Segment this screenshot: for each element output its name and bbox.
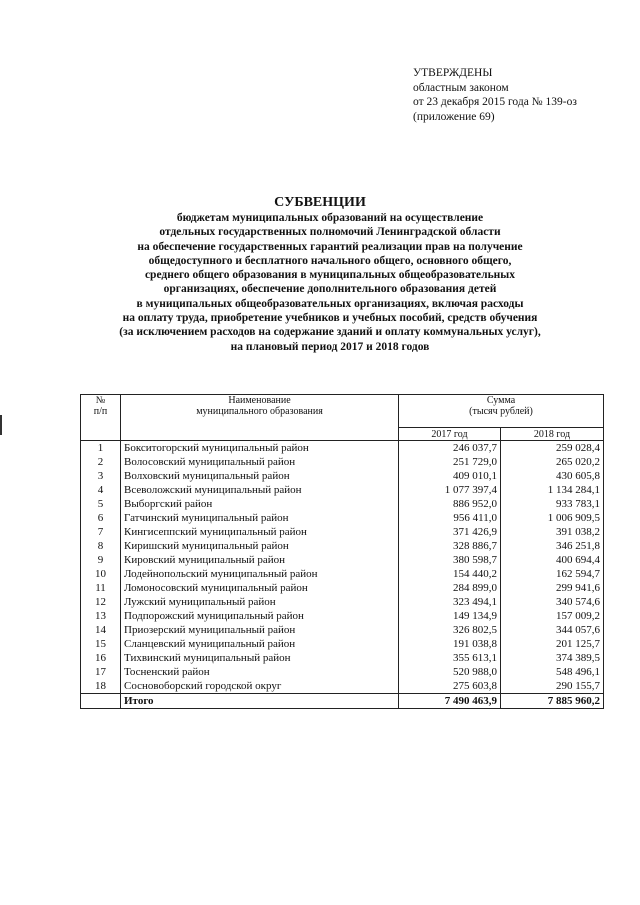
- row-municipality: Кингисеппский муниципальный район: [121, 525, 399, 539]
- row-amount-2017: 380 598,7: [399, 553, 501, 567]
- header-year-2017: 2017 год: [399, 428, 501, 441]
- row-municipality: Ломоносовский муниципальный район: [121, 581, 399, 595]
- row-amount-2018: 400 694,4: [501, 553, 604, 567]
- total-2018: 7 885 960,2: [501, 694, 604, 709]
- row-number: 17: [81, 665, 121, 679]
- header-name: [121, 395, 399, 441]
- table-row: [81, 651, 604, 665]
- header-sum-line1: Сумма: [486, 395, 516, 406]
- row-number: 9: [81, 553, 121, 567]
- row-municipality: Выборгский район: [121, 497, 399, 511]
- row-amount-2017: 275 603,8: [399, 679, 501, 694]
- row-amount-2018: 340 574,6: [501, 595, 604, 609]
- row-number: 3: [81, 469, 121, 483]
- header-number-line1: №: [95, 395, 106, 406]
- row-number: 16: [81, 651, 121, 665]
- row-municipality: Всеволожский муниципальный район: [121, 483, 399, 497]
- row-municipality: Волосовский муниципальный район: [121, 455, 399, 469]
- table-row: [81, 637, 604, 651]
- row-municipality: Тихвинский муниципальный район: [121, 651, 399, 665]
- total-2017: 7 490 463,9: [399, 694, 501, 709]
- table-row: [81, 567, 604, 581]
- table-row: [81, 511, 604, 525]
- row-number: 7: [81, 525, 121, 539]
- row-number: 15: [81, 637, 121, 651]
- row-amount-2018: 201 125,7: [501, 637, 604, 651]
- row-amount-2018: 430 605,8: [501, 469, 604, 483]
- row-amount-2018: 391 038,2: [501, 525, 604, 539]
- table-row: [81, 469, 604, 483]
- row-amount-2017: 520 988,0: [399, 665, 501, 679]
- subtitle-line: (за исключением расходов на содержание зданий и оплату коммунальных услуг),: [119, 326, 541, 339]
- row-amount-2017: 154 440,2: [399, 567, 501, 581]
- row-number: 13: [81, 609, 121, 623]
- table-row: [81, 623, 604, 637]
- table-row: [81, 595, 604, 609]
- subtitle-line: среднего общего образования в муниципальных общеобразовательных: [144, 269, 516, 282]
- total-row: [81, 694, 604, 709]
- row-amount-2017: 246 037,7: [399, 441, 501, 456]
- row-municipality: Сланцевский муниципальный район: [121, 637, 399, 651]
- row-municipality: Киришский муниципальный район: [121, 539, 399, 553]
- row-municipality: Гатчинский муниципальный район: [121, 511, 399, 525]
- row-amount-2018: 299 941,6: [501, 581, 604, 595]
- row-amount-2018: 1 134 284,1: [501, 483, 604, 497]
- row-amount-2018: 374 389,5: [501, 651, 604, 665]
- row-amount-2017: 886 952,0: [399, 497, 501, 511]
- approval-heading: УТВЕРЖДЕНЫ: [413, 67, 493, 79]
- subtitle-line: на оплату труда, приобретение учебников и учебных пособий, средств обучения: [122, 312, 538, 325]
- row-municipality: Лужский муниципальный район: [121, 595, 399, 609]
- header-name-line1: Наименование: [228, 395, 291, 406]
- approval-date-line: от 23 декабря 2015 года № 139-оз: [413, 96, 577, 108]
- total-label: Итого: [121, 694, 399, 709]
- document-title: СУБВЕНЦИИ: [274, 195, 366, 210]
- row-municipality: Тосненский район: [121, 665, 399, 679]
- scan-edge-mark: [0, 415, 2, 435]
- row-number: 5: [81, 497, 121, 511]
- row-number: 14: [81, 623, 121, 637]
- table-row: [81, 525, 604, 539]
- row-amount-2017: 956 411,0: [399, 511, 501, 525]
- subtitle-line: организациях, обеспечение дополнительного образования детей: [163, 283, 497, 296]
- approval-appendix-line: (приложение 69): [413, 110, 495, 123]
- row-amount-2017: 355 613,1: [399, 651, 501, 665]
- header-year-2018: 2018 год: [501, 428, 604, 441]
- subtitle-line: на плановый период 2017 и 2018 годов: [230, 340, 430, 353]
- row-amount-2018: 933 783,1: [501, 497, 604, 511]
- row-amount-2017: 323 494,1: [399, 595, 501, 609]
- row-amount-2018: 1 006 909,5: [501, 511, 604, 525]
- subtitle-line: бюджетам муниципальных образований на осуществление: [176, 212, 484, 224]
- row-number: 18: [81, 679, 121, 694]
- row-amount-2017: 409 010,1: [399, 469, 501, 483]
- subvention-table: [80, 394, 604, 709]
- table-row: [81, 581, 604, 595]
- row-number: 1: [81, 441, 121, 456]
- table-row: [81, 441, 604, 456]
- table-row: [81, 539, 604, 553]
- row-municipality: Приозерский муниципальный район: [121, 623, 399, 637]
- row-amount-2017: 326 802,5: [399, 623, 501, 637]
- subtitle-line: общедоступного и бесплатного начального общего, основного общего,: [148, 254, 512, 267]
- row-amount-2018: 344 057,6: [501, 623, 604, 637]
- row-amount-2018: 162 594,7: [501, 567, 604, 581]
- row-number: 12: [81, 595, 121, 609]
- row-amount-2018: 290 155,7: [501, 679, 604, 694]
- total-number-cell: [81, 694, 121, 709]
- subtitle-line: в муниципальных общеобразовательных организациях, включая расходы: [136, 297, 524, 310]
- header-sum: [399, 395, 604, 428]
- row-amount-2017: 371 426,9: [399, 525, 501, 539]
- table-row: [81, 679, 604, 694]
- header-number-line2: п/п: [93, 406, 108, 417]
- row-number: 6: [81, 511, 121, 525]
- row-amount-2018: 259 028,4: [501, 441, 604, 456]
- row-municipality: Волховский муниципальный район: [121, 469, 399, 483]
- row-amount-2017: 328 886,7: [399, 539, 501, 553]
- row-municipality: Кировский муниципальный район: [121, 553, 399, 567]
- row-amount-2018: 548 496,1: [501, 665, 604, 679]
- table-row: [81, 455, 604, 469]
- table-row: [81, 553, 604, 567]
- document-subtitle: [40, 211, 620, 354]
- row-number: 4: [81, 483, 121, 497]
- approval-block: [413, 66, 577, 124]
- row-number: 8: [81, 539, 121, 553]
- row-number: 10: [81, 567, 121, 581]
- header-number: [81, 395, 121, 441]
- row-municipality: Подпорожский муниципальный район: [121, 609, 399, 623]
- row-municipality: Сосновоборский городской округ: [121, 679, 399, 694]
- row-amount-2017: 284 899,0: [399, 581, 501, 595]
- row-amount-2018: 157 009,2: [501, 609, 604, 623]
- row-number: 11: [81, 581, 121, 595]
- subtitle-line: отдельных государственных полномочий Ленинградской области: [159, 226, 501, 239]
- header-name-line2: муниципального образования: [196, 406, 323, 417]
- table-row: [81, 497, 604, 511]
- table-row: [81, 483, 604, 497]
- table-row: [81, 609, 604, 623]
- row-municipality: Лодейнопольский муниципальный район: [121, 567, 399, 581]
- row-amount-2018: 265 020,2: [501, 455, 604, 469]
- row-municipality: Бокситогорский муниципальный район: [121, 441, 399, 456]
- row-amount-2017: 251 729,0: [399, 455, 501, 469]
- table-row: [81, 665, 604, 679]
- header-sum-line2: (тысяч рублей): [469, 406, 533, 417]
- row-amount-2017: 1 077 397,4: [399, 483, 501, 497]
- row-amount-2017: 191 038,8: [399, 637, 501, 651]
- row-amount-2017: 149 134,9: [399, 609, 501, 623]
- subtitle-line: на обеспечение государственных гарантий реализации прав на получение: [137, 240, 523, 253]
- row-amount-2018: 346 251,8: [501, 539, 604, 553]
- row-number: 2: [81, 455, 121, 469]
- approval-law-line: областным законом: [413, 81, 509, 94]
